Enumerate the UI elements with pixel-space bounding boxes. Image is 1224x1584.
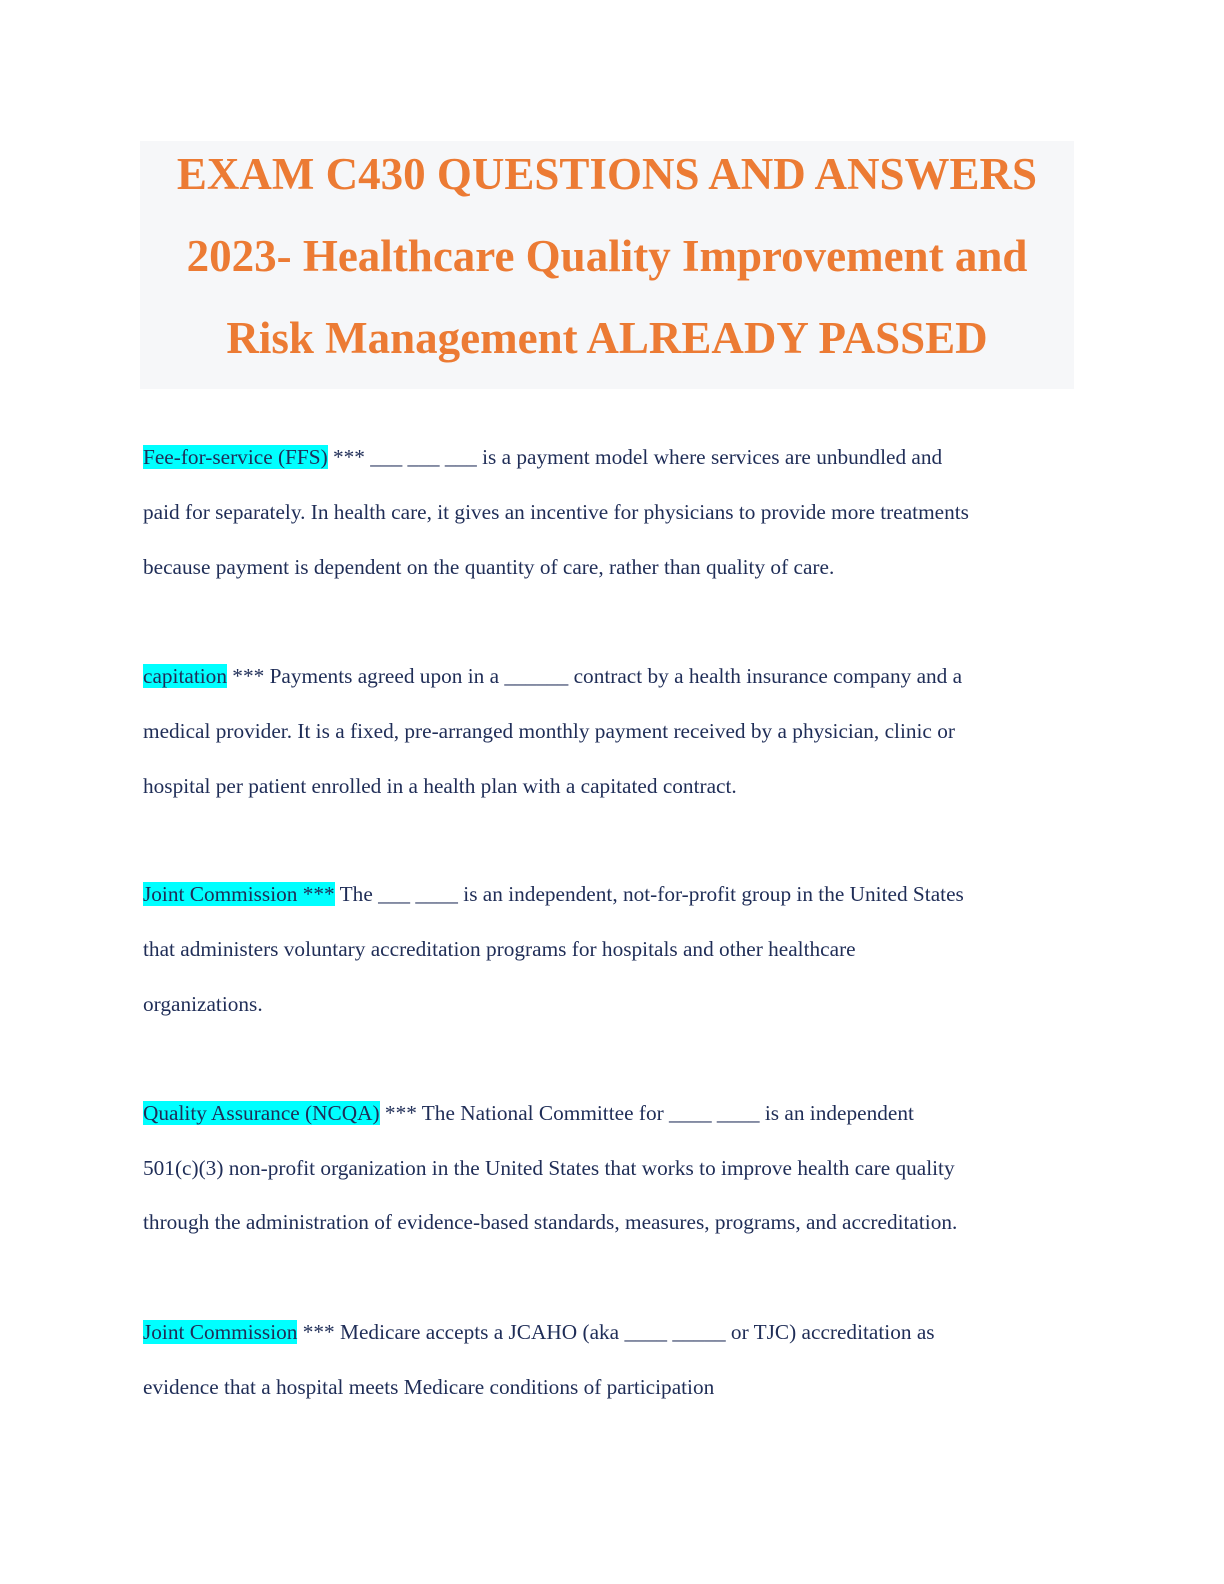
card-5-line-1	[143, 1317, 935, 1347]
title-box	[140, 141, 1074, 389]
card-3-term-highlight: Joint Commission ***	[143, 882, 335, 906]
card-1-term-highlight: Fee-for-service (FFS)	[143, 445, 328, 469]
card-4-line-2: 501(c)(3) non-profit organization in the United States that works to improve health care quality	[143, 1156, 955, 1180]
card-2-line-2: medical provider. It is a fixed, pre-arranged monthly payment received by a physician, clinic or	[143, 719, 955, 743]
card-1-line-3: because payment is dependent on the quantity of care, rather than quality of care.	[143, 555, 835, 579]
card-4-text: *** The National Committee for ____ ____ is an independent	[379, 1101, 914, 1125]
card-2-line-1	[143, 661, 962, 691]
card-2-term-highlight: capitation	[143, 664, 227, 688]
document-title-line-3: Risk Management ALREADY PASSED	[226, 313, 988, 363]
card-5-text: *** Medicare accepts a JCAHO (aka ____ _____ or TJC) accreditation as	[297, 1320, 935, 1344]
card-3-line-2: that administers voluntary accreditation programs for hospitals and other healthcare	[143, 937, 856, 961]
card-3-line-3: organizations.	[143, 992, 263, 1016]
card-1-line-1	[143, 442, 942, 472]
card-3-line-1	[143, 879, 964, 909]
card-4-line-1	[143, 1098, 914, 1128]
card-2-line-3: hospital per patient enrolled in a health plan with a capitated contract.	[143, 774, 737, 798]
document-title-line-2: 2023- Healthcare Quality Improvement and	[186, 231, 1028, 281]
card-4-term-highlight: Quality Assurance (NCQA)	[143, 1101, 380, 1125]
card-2-text: *** Payments agreed upon in a ______ contract by a health insurance company and a	[226, 664, 963, 688]
document-title-line-1: EXAM C430 QUESTIONS AND ANSWERS	[176, 149, 1038, 199]
card-1-text: *** ___ ___ ___ is a payment model where services are unbundled and	[327, 445, 943, 469]
card-1-line-2: paid for separately. In health care, it gives an incentive for physicians to provide more treatments	[143, 500, 969, 524]
card-4-line-3: through the administration of evidence-based standards, measures, programs, and accreditation.	[143, 1210, 958, 1234]
card-5-term-highlight: Joint Commission	[143, 1320, 298, 1344]
card-3-text: The ___ ____ is an independent, not-for-profit group in the United States	[334, 882, 964, 906]
card-5-line-2: evidence that a hospital meets Medicare conditions of participation	[143, 1375, 715, 1399]
